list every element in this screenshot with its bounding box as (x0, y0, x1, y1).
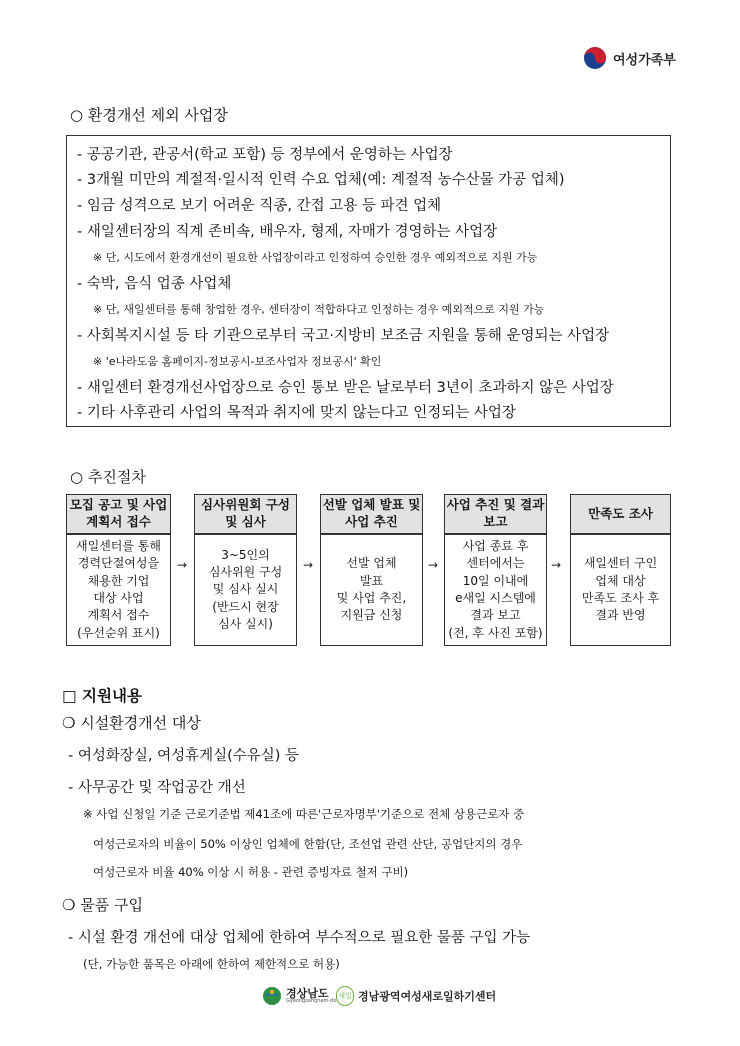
goods-title: ❍ 물품 구입 (62, 896, 143, 914)
step-5-head: 만족도 조사 (570, 494, 671, 534)
facility-note: 여성근로자의 비율이 50% 이상인 업체에 한함(단, 조선업 관련 산단, 공업단지의 경우 (93, 837, 523, 851)
center-emblem-icon: 새일 (336, 986, 354, 1006)
exclusion-item: - 사회복지시설 등 타 기관으로부터 국고·지방비 보조금 지원을 통해 운영되는 사업장 (77, 328, 610, 344)
province-emblem-icon (262, 986, 282, 1006)
step-4-head: 사업 추진 및 결과 보고 (444, 494, 547, 534)
arrow-icon: → (428, 558, 439, 572)
exclusion-item: - 새일센터장의 직계 존비속, 배우자, 형제, 자매가 경영하는 사업장 (77, 224, 498, 240)
arrow-icon: → (551, 558, 562, 572)
exclusion-item: - 임금 성격으로 보기 어려운 직종, 간접 고용 등 파견 업체 (77, 198, 442, 214)
facility-title: ❍ 시설환경개선 대상 (62, 714, 201, 732)
step-5-body: 새일센터 구인 업체 대상 만족도 조사 후 결과 반영 (570, 534, 671, 646)
facility-item: - 여성화장실, 여성휴게실(수유실) 등 (68, 748, 300, 764)
step-3-body: 선발 업체 발표 및 사업 추진, 지원금 신청 (320, 534, 423, 646)
goods-item: - 시설 환경 개선에 대상 업체에 한하여 부수적으로 필요한 물품 구입 가능 (68, 930, 531, 946)
exclusion-note: ※ 'e나라도움 홈페이지-정보공시-보조사업자 정보공시' 확인 (93, 355, 382, 368)
ministry-logo (583, 46, 676, 70)
facility-note: 여성근로자 비율 40% 이상 시 허용 - 관련 증빙자료 철저 구비) (93, 865, 409, 879)
exclusion-note: ※ 단, 새일센터를 통해 창업한 경우, 센터장이 적합하다고 인정하는 경우 예외적으로 지원 가능 (93, 303, 545, 316)
facility-item: - 사무공간 및 작업공간 개선 (68, 780, 246, 796)
exclusion-item: - 기타 사후관리 사업의 목적과 취지에 맞지 않는다고 인정되는 사업장 (77, 405, 516, 421)
step-1-body: 새일센터를 통해 경력단절여성을 채용한 기업 대상 사업 계획서 접수 (우선순위 표시) (66, 534, 171, 646)
arrow-icon: → (303, 558, 314, 572)
arrow-icon: → (177, 558, 188, 572)
exclusion-item: - 공공기관, 관공서(학교 포함) 등 정부에서 운영하는 사업장 (77, 147, 453, 163)
exclusion-note: ※ 단, 시도에서 환경개선이 필요한 사업장이라고 인정하여 승인한 경우 예외적으로 지원 가능 (93, 251, 538, 264)
goods-note: (단, 가능한 품목은 아래에 한하여 제한적으로 허용) (83, 957, 340, 971)
center-name: 경남광역여성새로일하기센터 (358, 990, 497, 1003)
province-name: 경상남도 (286, 987, 329, 1000)
exclusion-item: - 3개월 미만의 계절적·일시적 인력 수요 업체(예: 계절적 농수산물 가공 업체) (77, 172, 565, 188)
step-2-head: 심사위원회 구성 및 심사 (194, 494, 297, 534)
procedure-title: ○ 추진절차 (70, 468, 146, 486)
center-logo (336, 986, 496, 1006)
exclusion-title: ○ 환경개선 제외 사업장 (70, 106, 228, 124)
exclusion-item: - 숙박, 음식 업종 사업체 (77, 276, 232, 292)
facility-note: ※ 사업 신청일 기준 근로기준법 제41조에 따른'근로자명부'기준으로 전체 상용근로자 중 (83, 807, 525, 821)
exclusion-box (66, 135, 671, 427)
exclusion-item: - 새일센터 환경개선사업장으로 승인 통보 받은 날로부터 3년이 초과하지 않은 사업장 (77, 380, 614, 396)
step-3-head: 선발 업체 발표 및 사업 추진 (320, 494, 423, 534)
province-logo (262, 986, 336, 1006)
taegeuk-icon (583, 46, 607, 70)
step-4-body: 사업 종료 후 센터에서는 10일 이내에 e새일 시스템에 결과 보고 (전, 후 사진 포함) (444, 534, 547, 646)
ministry-name: 여성가족부 (613, 52, 676, 68)
step-2-body: 3~5인의 심사위원 구성 및 심사 실시 (반드시 현장 심사 실시) (194, 534, 297, 646)
province-sub: Gyeongsangnam-do (286, 998, 337, 1004)
support-title: □ 지원내용 (62, 687, 142, 705)
step-1-head: 모집 공고 및 사업계획서 접수 (66, 494, 171, 534)
